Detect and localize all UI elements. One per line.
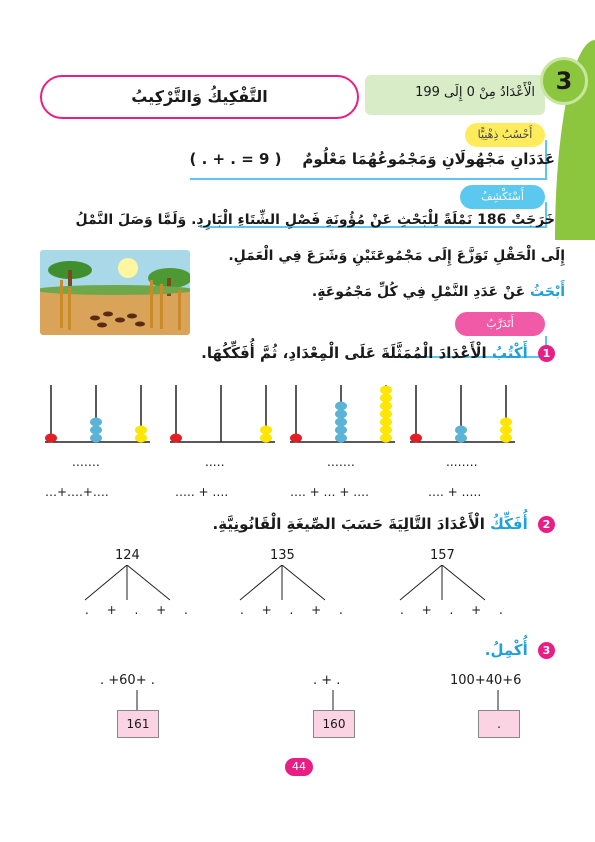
abacus-bead-yellow <box>380 410 392 419</box>
abacus-2-blank: ….. <box>205 455 225 469</box>
exercise-3-number: 3 <box>538 642 555 659</box>
ants-field-illustration <box>40 250 190 335</box>
mental-math-text: عَدَدَانِ مَجْهُولَانِ وَمَجْمُوعُهُمَا مَعْلُومٌ <box>302 150 555 168</box>
exercise-3-verb: أُكْمِلُ. <box>484 641 528 659</box>
abacus-bead-yellow <box>500 434 512 443</box>
abacus-bead-yellow <box>500 418 512 427</box>
abacus-bead-yellow <box>380 434 392 443</box>
mental-math-line <box>190 150 556 168</box>
abacus-bead-blue <box>90 434 102 443</box>
abacus-bead-yellow <box>380 426 392 435</box>
abacus-bead-red <box>290 434 302 443</box>
discover-line-1: خَرَجَتْ 186 نَمْلَةً لِلْبَحْثِ عَنْ مُؤُونَةِ فَصْلِ الشِّتَاءِ الْبَارِدِ. وَلَمَّا وَصَلَ النَّمْلُ <box>75 212 555 228</box>
complete-1-expression: . +60+ . <box>100 673 155 688</box>
exercise-1-verb: أَكْتُبُ <box>491 344 528 362</box>
abacus-bead-yellow <box>260 434 272 443</box>
abacus-bead-blue <box>90 426 102 435</box>
tree-1-number: 124 <box>115 548 140 563</box>
exercise-1-instruction <box>201 344 555 362</box>
tree-2-blanks: . + . + . <box>240 603 343 617</box>
abacus-bead-blue <box>90 418 102 427</box>
abacus-bead-blue <box>335 410 347 419</box>
discover-line-2: إِلَى الْحَقْلِ تَوَزَّعَ إِلَى مَجْمُوعَتَيْنِ وَشَرَعَ فِي الْعَمَلِ. <box>228 248 565 264</box>
practice-tag: أَتَدَرَّبُ <box>455 312 545 336</box>
abacus-bead-yellow <box>380 418 392 427</box>
abacus-bead-blue <box>335 402 347 411</box>
abacus-1-blank: ……. <box>72 455 100 469</box>
exercise-2-verb: أُفَكِّكُ <box>490 515 528 533</box>
abacus-row <box>0 385 595 450</box>
abacus-4-decomposition: …. + ….. <box>428 485 482 499</box>
search-verb: أَبْحَثُ <box>530 284 565 300</box>
complete-2-expression: . + . <box>313 673 341 688</box>
result-box-2: 160 <box>313 710 355 738</box>
exercise-1-number: 1 <box>538 345 555 362</box>
abacus-2-decomposition: ….. + …. <box>175 485 229 499</box>
abacus-bead-blue <box>335 434 347 443</box>
mental-math-equation: ( . + . = 9 ) <box>189 150 282 168</box>
abacus-bead-red <box>410 434 422 443</box>
page-number: 44 <box>285 758 313 776</box>
abacus-bead-red <box>170 434 182 443</box>
abacus-bead-blue <box>455 426 467 435</box>
result-box-3: . <box>478 710 520 738</box>
search-text: عَنْ عَدَدِ النَّمْلِ فِي كُلِّ مَجْمُوعَةٍ. <box>311 284 526 300</box>
exercise-2-instruction <box>213 515 555 533</box>
exercise-1-text: الْأَعْدَادَ الْمُمَثَّلَةَ عَلَى الْمِعْدَادِ، ثُمَّ أُفَكِّكُهَا. <box>201 344 487 362</box>
abacus-bead-yellow <box>135 434 147 443</box>
abacus-bead-blue <box>335 426 347 435</box>
exercise-2-text: الْأَعْدَادَ التَّالِيَةَ حَسَبَ الصِّيغَةِ الْقَانُونِيَّةِ. <box>212 515 485 533</box>
lesson-number-badge: 3 <box>540 57 588 105</box>
abacus-3 <box>290 385 395 443</box>
abacus-bead-red <box>45 434 57 443</box>
discover-line-3 <box>312 284 565 300</box>
mental-math-tag: أَحْسُبُ ذِهْنِيًّا <box>465 123 545 147</box>
discover-tag: أَسْتَكْشِفُ <box>460 185 545 209</box>
exercise-3-instruction <box>485 641 555 659</box>
abacus-2 <box>170 385 275 443</box>
abacus-bead-yellow <box>135 426 147 435</box>
complete-3-expression: 100+40+6 <box>450 673 522 688</box>
abacus-3-blank: ……. <box>327 455 355 469</box>
tree-3-blanks: . + . + . <box>400 603 503 617</box>
tree-1-blanks: . + . + . <box>85 603 188 617</box>
tree-2-number: 135 <box>270 548 295 563</box>
abacus-3-decomposition: …. + … + …. <box>290 485 369 499</box>
abacus-bead-yellow <box>380 386 392 395</box>
abacus-bead-yellow <box>500 426 512 435</box>
abacus-4 <box>410 385 515 443</box>
abacus-4-blank: …….. <box>446 455 478 469</box>
abacus-bead-blue <box>335 418 347 427</box>
connector-lines <box>0 690 595 710</box>
abacus-1 <box>45 385 150 443</box>
abacus-1-decomposition: …+….+…. <box>45 485 109 499</box>
abacus-bead-yellow <box>260 426 272 435</box>
abacus-bead-blue <box>455 434 467 443</box>
lesson-title: التَّفْكِيكُ وَالتَّرْكِيبُ <box>40 75 359 119</box>
decomposition-trees <box>0 565 595 605</box>
tree-3-number: 157 <box>430 548 455 563</box>
result-box-1: 161 <box>117 710 159 738</box>
abacus-bead-yellow <box>380 402 392 411</box>
number-range: الْأَعْدَادُ مِنْ 0 إِلَى 199 <box>415 85 535 100</box>
abacus-bead-yellow <box>380 394 392 403</box>
exercise-2-number: 2 <box>538 516 555 533</box>
